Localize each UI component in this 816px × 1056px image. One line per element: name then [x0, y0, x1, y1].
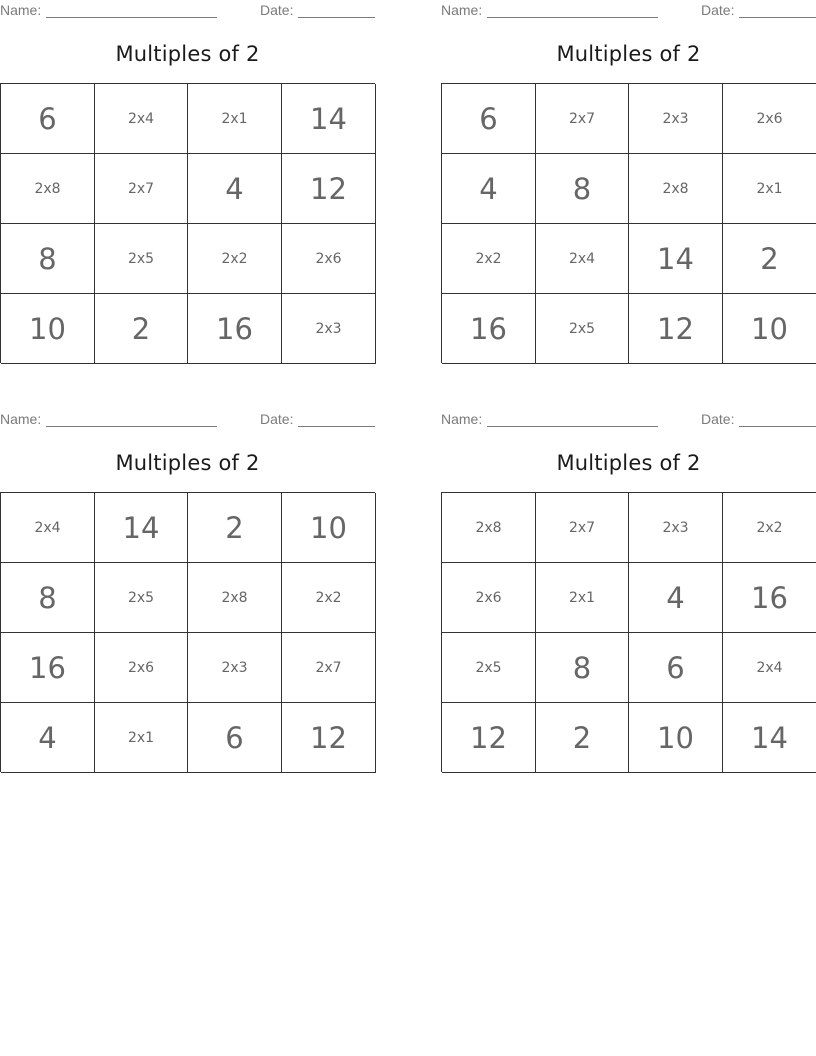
grid-cell-number: 14: [95, 493, 188, 563]
name-date-header: [0, 2, 375, 18]
date-label: Date:: [260, 2, 294, 18]
grid-cell-expression: 2x5: [95, 224, 188, 294]
name-date-header: [441, 2, 816, 18]
grid-cell-expression: 2x8: [629, 154, 723, 224]
grid-cell-number: 2: [188, 493, 282, 563]
worksheet-title: Multiples of 2: [556, 451, 701, 475]
grid-cell-expression: 2x1: [188, 84, 282, 154]
grid-cell-number: 8: [536, 154, 629, 224]
grid-cell-expression: 2x3: [629, 84, 723, 154]
multiplication-grid: [441, 492, 816, 772]
grid-cell-expression: 2x2: [188, 224, 282, 294]
grid-cell-number: 8: [1, 224, 95, 294]
date-field[interactable]: [739, 426, 816, 427]
name-date-header: [0, 411, 375, 427]
name-field[interactable]: [487, 17, 658, 18]
grid-cell-number: 2: [536, 703, 629, 773]
name-label: Name:: [441, 2, 483, 18]
grid-cell-number: 2: [723, 224, 816, 294]
worksheet-title: Multiples of 2: [556, 42, 701, 66]
grid-cell-number: 4: [1, 703, 95, 773]
grid-cell-expression: 2x7: [95, 154, 188, 224]
grid-cell-number: 8: [1, 563, 95, 633]
grid-cell-expression: 2x8: [1, 154, 95, 224]
date-field[interactable]: [739, 17, 816, 18]
grid-cell-expression: 2x3: [629, 493, 723, 563]
grid-cell-expression: 2x6: [95, 633, 188, 703]
grid-cell-expression: 2x8: [188, 563, 282, 633]
grid-cell-expression: 2x4: [723, 633, 816, 703]
grid-cell-number: 6: [1, 84, 95, 154]
worksheet-title: Multiples of 2: [115, 42, 260, 66]
grid-cell-number: 16: [442, 294, 536, 364]
grid-cell-number: 10: [282, 493, 376, 563]
grid-cell-number: 6: [188, 703, 282, 773]
name-label: Name:: [0, 2, 42, 18]
grid-cell-number: 16: [188, 294, 282, 364]
grid-cell-number: 10: [723, 294, 816, 364]
grid-cell-number: 12: [442, 703, 536, 773]
date-label: Date:: [260, 411, 294, 427]
name-date-header: [441, 411, 816, 427]
date-field[interactable]: [298, 17, 375, 18]
grid-cell-expression: 2x4: [1, 493, 95, 563]
grid-cell-number: 12: [282, 154, 376, 224]
multiplication-grid: [441, 83, 816, 363]
grid-cell-expression: 2x6: [723, 84, 816, 154]
grid-cell-number: 6: [442, 84, 536, 154]
grid-cell-expression: 2x4: [95, 84, 188, 154]
name-field[interactable]: [46, 426, 217, 427]
grid-cell-number: 4: [629, 563, 723, 633]
worksheet-2: [441, 0, 816, 372]
worksheet-4: [441, 409, 816, 781]
grid-cell-expression: 2x2: [442, 224, 536, 294]
grid-cell-number: 4: [442, 154, 536, 224]
worksheet-3: [0, 409, 375, 781]
name-label: Name:: [0, 411, 42, 427]
date-label: Date:: [701, 411, 735, 427]
grid-cell-expression: 2x1: [95, 703, 188, 773]
name-label: Name:: [441, 411, 483, 427]
grid-cell-expression: 2x7: [536, 84, 629, 154]
name-field[interactable]: [487, 426, 658, 427]
grid-cell-expression: 2x7: [282, 633, 376, 703]
grid-cell-expression: 2x8: [442, 493, 536, 563]
grid-cell-expression: 2x2: [723, 493, 816, 563]
grid-cell-expression: 2x3: [188, 633, 282, 703]
grid-cell-number: 16: [1, 633, 95, 703]
grid-cell-number: 14: [282, 84, 376, 154]
multiplication-grid: [0, 492, 375, 772]
grid-cell-number: 8: [536, 633, 629, 703]
worksheet-title: Multiples of 2: [115, 451, 260, 475]
grid-cell-expression: 2x7: [536, 493, 629, 563]
grid-cell-expression: 2x3: [282, 294, 376, 364]
grid-cell-expression: 2x1: [723, 154, 816, 224]
grid-cell-number: 12: [282, 703, 376, 773]
grid-cell-number: 6: [629, 633, 723, 703]
grid-cell-expression: 2x6: [282, 224, 376, 294]
grid-cell-expression: 2x5: [442, 633, 536, 703]
grid-cell-number: 4: [188, 154, 282, 224]
grid-cell-number: 16: [723, 563, 816, 633]
grid-cell-expression: 2x2: [282, 563, 376, 633]
grid-cell-expression: 2x5: [95, 563, 188, 633]
date-label: Date:: [701, 2, 735, 18]
grid-cell-number: 2: [95, 294, 188, 364]
grid-cell-number: 10: [1, 294, 95, 364]
multiplication-grid: [0, 83, 375, 363]
grid-cell-expression: 2x1: [536, 563, 629, 633]
grid-cell-expression: 2x6: [442, 563, 536, 633]
grid-cell-number: 14: [723, 703, 816, 773]
grid-cell-number: 10: [629, 703, 723, 773]
name-field[interactable]: [46, 17, 217, 18]
grid-cell-number: 12: [629, 294, 723, 364]
grid-cell-expression: 2x5: [536, 294, 629, 364]
grid-cell-number: 14: [629, 224, 723, 294]
grid-cell-expression: 2x4: [536, 224, 629, 294]
date-field[interactable]: [298, 426, 375, 427]
worksheet-1: [0, 0, 375, 372]
